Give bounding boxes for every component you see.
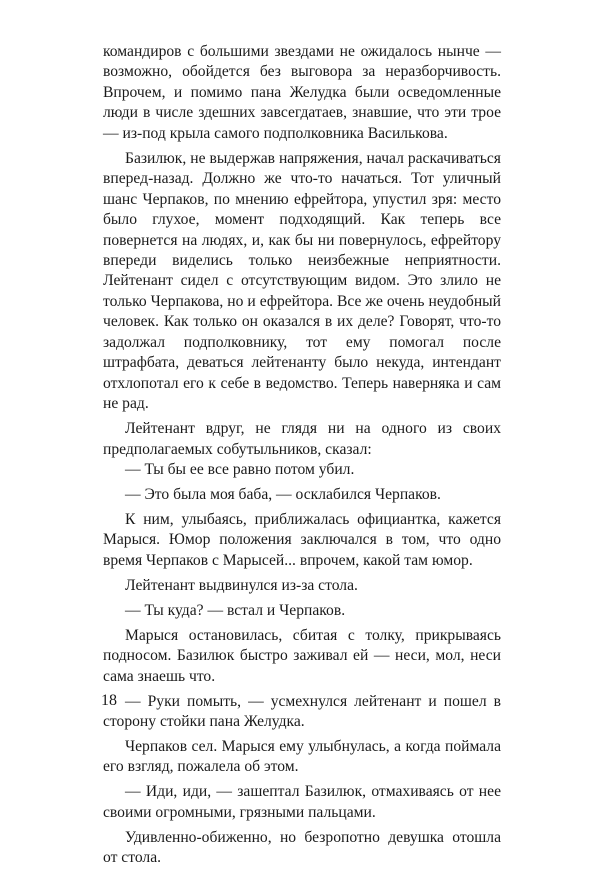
paragraph-bazilyuk-swaying: Базилюк, не выдержав напряжения, начал раскачиваться вперед-назад. Должно же что-то начаться. Тот уличный шанс Черпаков, по мнению ефрейтора, упустил зря: место было глухое, момент подходящий. Как теперь все повернется на людях, и, как бы ни повернулось, ефрейтору впереди виделись только неизбежные неприятности. Лейтенант сидел с отсутствующим видом. Это злило не только Черпакова, но и ефрейтора. Все же очень неудобный человек. Как только он оказался в их деле? Говорят, что-то задолжал подполковнику, тот ему помогал после штрафбата, деваться лейтенанту было некуда, интендант отхлопотал его к себе в ведомство. Теперь наверняка и сам не рад. bbox=[103, 149, 501, 413]
paragraph-marysya-approaches: К ним, улыбаясь, приближалась официантка, кажется Марыся. Юмор положения заключался в том, что одно время Черпаков с Марысей... впрочем, какой там юмор. bbox=[103, 510, 501, 569]
page-number: 18 bbox=[101, 692, 117, 709]
dialogue-line: — Это была моя баба, — осклабился Черпаков. bbox=[125, 486, 441, 504]
dialogue-line: — Руки помыть, — усмехнулся лейтенант и пошел в сторону стойки пана Желудка. bbox=[103, 692, 501, 731]
paragraph-marysya-stops: Марыся остановилась, сбитая с толку, прикрываясь подносом. Базилюк быстро заживал ей — неси, мол, неси сама знаешь что. bbox=[103, 626, 501, 685]
paragraph-continuation: командиров с большими звездами не ожидалось нынче — возможно, обойдется без выговора за неразборчивость. Впрочем, и помимо пана Желудка были осведомленные люди в числе здешних завсегдатаев, знавшие, что эти трое — из-под крыла самого подполковника Василькова. bbox=[103, 43, 501, 142]
paragraph-lieutenant-rises: Лейтенант выдвинулся из-за стола. bbox=[125, 576, 358, 594]
paragraph-cherpakov-sits: Черпаков сел. Марыся ему улыбнулась, а когда поймала его взгляд, пожалела об этом. bbox=[103, 738, 501, 776]
dialogue-line: — Иди, иди, — зашептал Базилюк, отмахиваясь от нее своими огромными, грязными пальцами. bbox=[103, 783, 501, 821]
dialogue-line: — Ты куда? — встал и Черпаков. bbox=[125, 601, 346, 619]
paragraph-lieutenant-speaks: Лейтенант вдруг, не глядя ни на одного из своих предполагаемых собутыльников, сказал: bbox=[103, 420, 501, 458]
body-text bbox=[103, 42, 501, 869]
paragraph-girl-leaves: Удивленно-обиженно, но безропотно девушка отошла от стола. bbox=[103, 828, 501, 867]
dialogue-line: — Ты бы ее все равно потом убил. bbox=[125, 461, 355, 479]
